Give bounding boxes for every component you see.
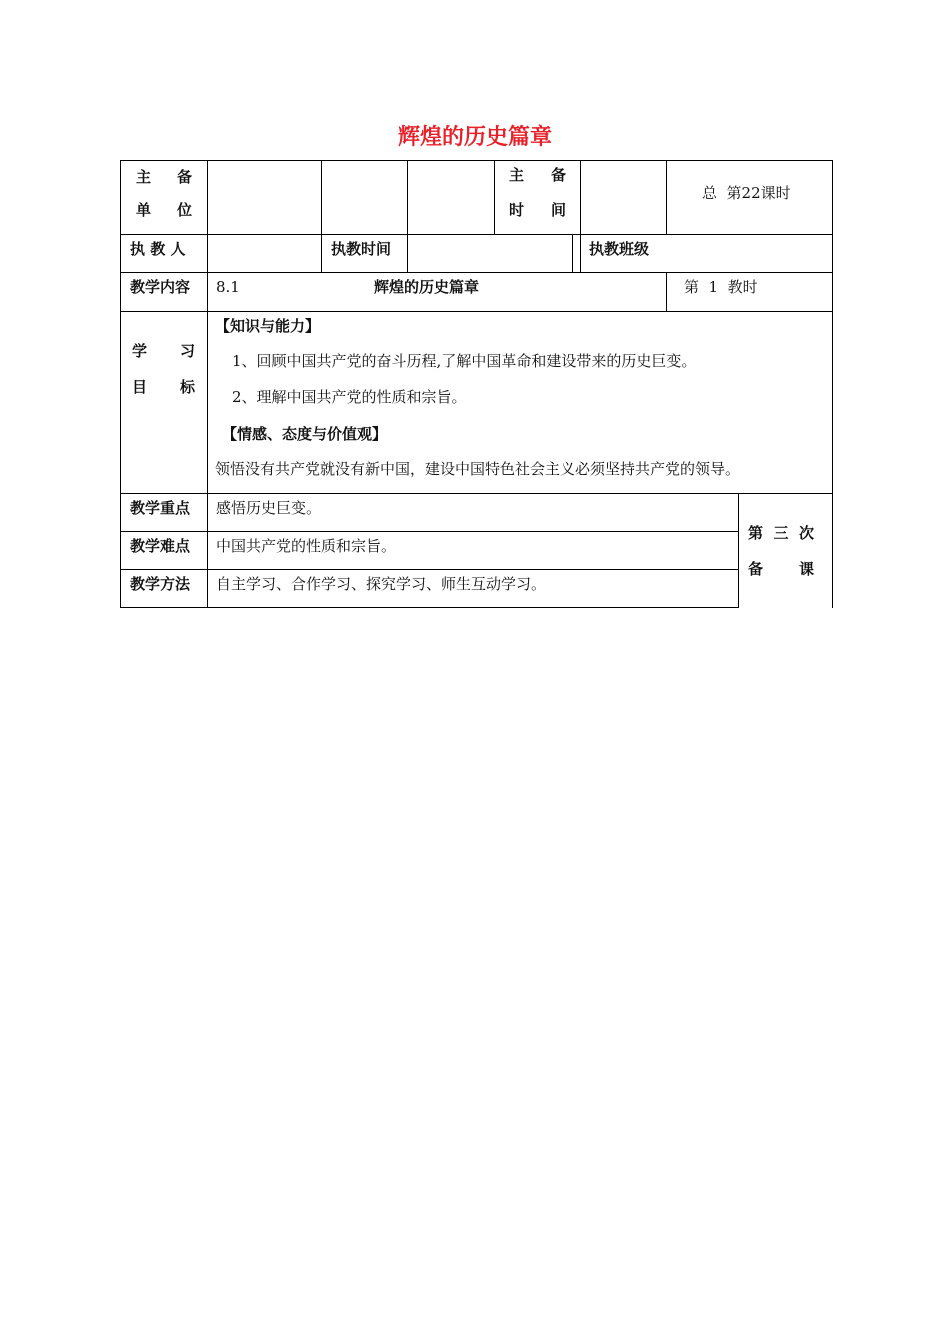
table-border-top [120,160,833,161]
prep-time-label-line1: 主 备 [509,166,566,184]
goals-label-line1: 学 习 [132,342,195,360]
teaching-time-label: 执教时间 [331,240,392,258]
table-rule [120,311,833,312]
goals-label-line2: 目 标 [132,378,195,396]
lesson-period: 第 1 教时 [684,278,758,296]
third-prep-line2: 备 课 [748,560,814,578]
method-label: 教学方法 [130,575,191,593]
difficulty-value: 中国共产党的性质和宗旨。 [216,537,397,555]
total-lesson-count: 总 第22课时 [702,184,791,202]
method-value: 自主学习、合作学习、探究学习、师生互动学习。 [216,575,547,593]
focus-label: 教学重点 [130,499,191,517]
knowledge-item: 2、理解中国共产党的性质和宗旨。 [232,388,467,406]
table-rule [120,272,833,273]
emotion-heading: 【情感、态度与价值观】 [222,425,388,443]
table-column-rule [494,160,495,235]
page-title: 辉煌的历史篇章 [397,125,552,150]
table-column-rule [666,160,667,235]
focus-value: 感悟历史巨变。 [216,499,322,517]
section-number: 8.1 [216,278,240,296]
lesson-topic: 辉煌的历史篇章 [374,278,480,296]
prep-time-label-line2: 时 间 [509,201,566,219]
table-rule [120,569,739,570]
table-column-rule [580,160,581,273]
unit-label-line1: 主 备 [136,168,192,186]
table-column-rule [207,160,208,608]
table-border-left [120,160,121,608]
teaching-class-label: 执教班级 [589,240,650,258]
knowledge-heading: 【知识与能力】 [215,317,321,335]
table-column-rule [321,160,322,273]
table-border-right [832,160,833,608]
table-rule [120,531,739,532]
difficulty-label: 教学难点 [130,537,191,555]
table-rule [120,234,833,235]
content-label: 教学内容 [130,278,191,296]
table-rule [120,493,833,494]
third-prep-line1: 第 三 次 [748,524,814,542]
table-column-rule [407,160,408,273]
emotion-text: 领悟没有共产党就没有新中国，建设中国特色社会主义必须坚持共产党的领导。 [215,460,741,478]
table-column-rule [572,235,573,273]
table-column-rule [666,273,667,312]
table-border-bottom [120,607,739,608]
unit-label-line2: 单 位 [136,201,192,219]
teacher-label: 执 教 人 [130,240,186,258]
table-column-rule [738,494,739,608]
knowledge-item: 1、回顾中国共产党的奋斗历程,了解中国革命和建设带来的历史巨变。 [232,352,697,370]
